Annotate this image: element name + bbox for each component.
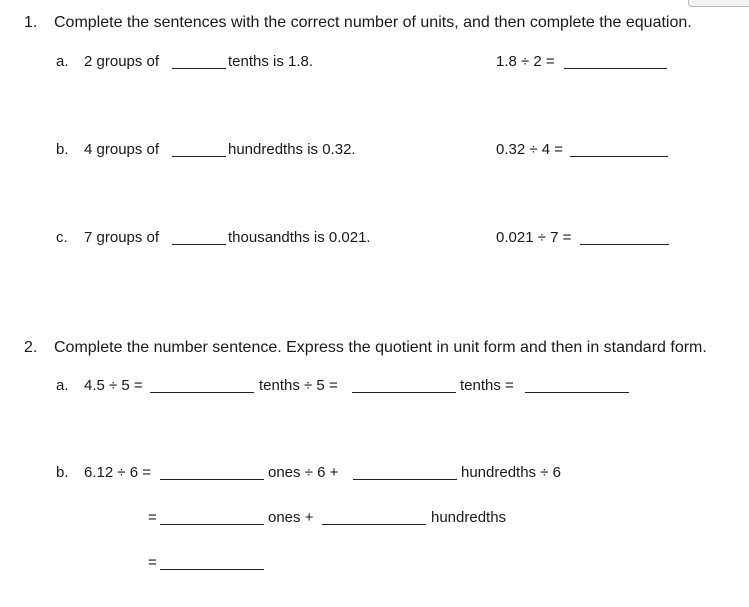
problem-2a-quotient-tenths-blank[interactable] [352, 392, 456, 393]
problem-1b-units-blank[interactable] [172, 156, 226, 157]
problem-2a-standard-blank[interactable] [525, 392, 629, 393]
problem-1c-units-blank[interactable] [172, 244, 226, 245]
problem-2a-tenths-blank[interactable] [150, 392, 254, 393]
problem-2b-ones-blank[interactable] [160, 479, 264, 480]
problem-2b-line2-equals: = [148, 509, 157, 526]
problem-2a-end: tenths = [460, 377, 514, 394]
problem-1a-letter: a. [56, 53, 69, 70]
problem-1b-equation: 0.32 ÷ 4 = [496, 141, 564, 158]
problem-1a-post: tenths is 1.8. [228, 53, 314, 70]
problem-1a-equation: 1.8 ÷ 2 = [496, 53, 555, 70]
problem-2b-line2-end: hundredths [431, 509, 507, 526]
problem-1c-post: thousandths is 0.021. [228, 229, 371, 246]
problem-2b-line2-mid: ones + [268, 509, 314, 526]
problem-1c-letter: c. [56, 229, 68, 246]
problem-1a-answer-blank[interactable] [564, 68, 667, 69]
problem-1a-pre: 2 groups of [84, 53, 160, 70]
problem-1c-answer-blank[interactable] [580, 244, 669, 245]
problem-1b-answer-blank[interactable] [570, 156, 668, 157]
problem-2b-expression: 6.12 ÷ 6 = [84, 464, 152, 481]
problem-2b-line3-equals: = [148, 554, 157, 571]
problem-2a-letter: a. [56, 377, 69, 394]
problem-1b-letter: b. [56, 141, 69, 158]
problem-2a-mid: tenths ÷ 5 = [259, 377, 338, 394]
problem-2-instruction: Complete the number sentence. Express the quotient in unit form and then in standard form. [54, 339, 707, 356]
problem-1-number: 1. [24, 14, 38, 31]
problem-1-instruction: Complete the sentences with the correct number of units, and then complete the equation. [54, 14, 692, 31]
window-corner-tab [688, 0, 749, 7]
problem-1b-post: hundredths is 0.32. [228, 141, 356, 158]
problem-1c-pre: 7 groups of [84, 229, 160, 246]
problem-2-number: 2. [24, 339, 38, 356]
problem-1c-equation: 0.021 ÷ 7 = [496, 229, 572, 246]
problem-2b-quotient-ones-blank[interactable] [160, 524, 264, 525]
problem-2b-standard-blank[interactable] [160, 569, 264, 570]
problem-1b-pre: 4 groups of [84, 141, 160, 158]
problem-1a-units-blank[interactable] [172, 68, 226, 69]
problem-2b-letter: b. [56, 464, 69, 481]
problem-2b-quotient-hundredths-blank[interactable] [322, 524, 426, 525]
problem-2b-hundredths-blank[interactable] [353, 479, 457, 480]
problem-2b-line1-end: hundredths ÷ 6 [461, 464, 561, 481]
problem-2b-line1-mid: ones ÷ 6 + [268, 464, 339, 481]
problem-2a-expression: 4.5 ÷ 5 = [84, 377, 143, 394]
